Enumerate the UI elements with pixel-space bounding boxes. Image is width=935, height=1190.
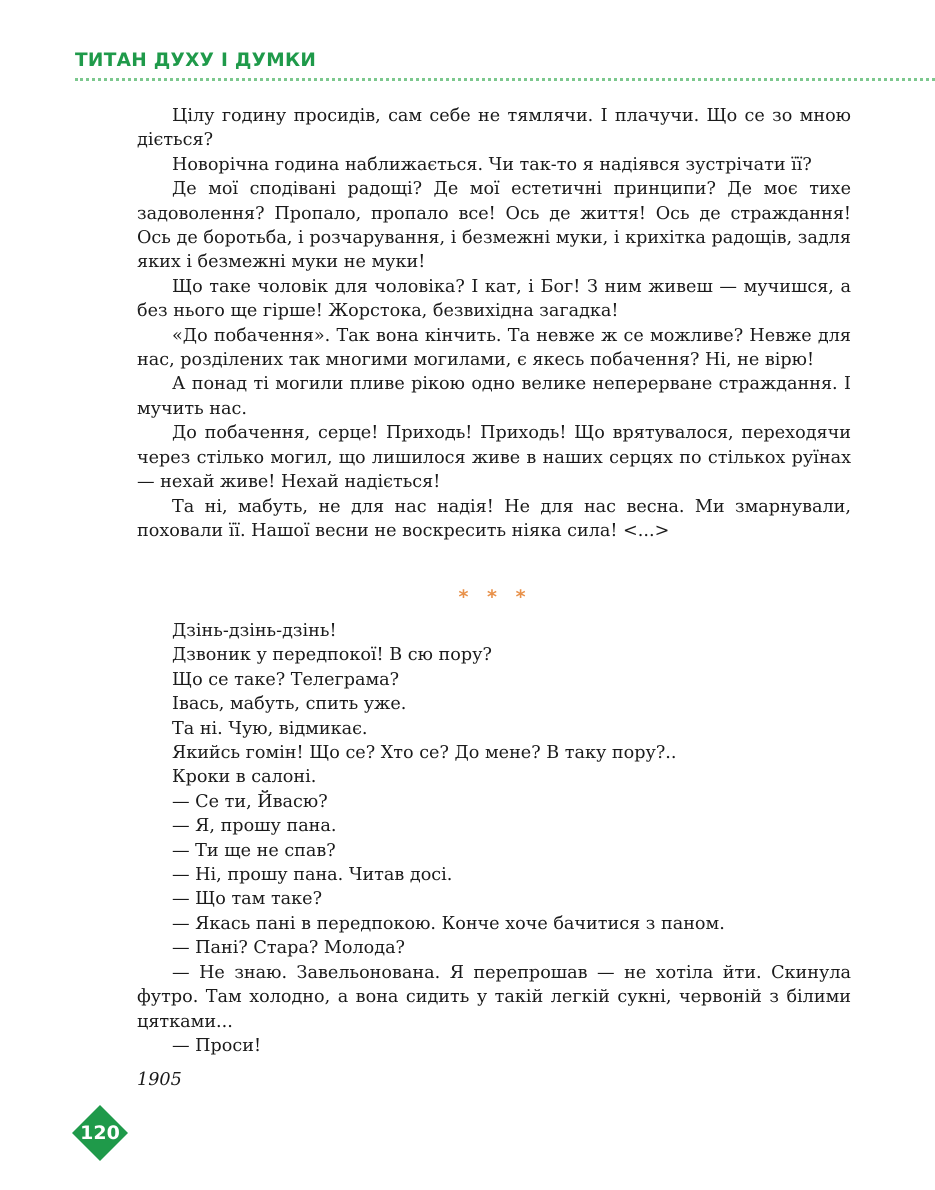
page-number: 120 [80,1122,120,1144]
dialogue-line: — Ні, прошу пана. Читав досі. [172,865,453,886]
paragraph: Та ні. Чую, відмикає. [172,718,368,739]
dialogue-line: — Ти ще не спав? [172,840,336,861]
paragraph: А понад ті могили пливе рікою одно велике неперерване страждання. І мучить нас. [137,374,851,419]
paragraph: Кроки в салоні. [172,767,317,788]
text-section-2 [137,619,851,1058]
running-header: ТИТАН ДУХУ І ДУМКИ [75,50,317,71]
dialogue-line: — Пані? Стара? Молода? [172,938,405,959]
section-separator: * * * [458,586,532,608]
paragraph: Дзінь-дзінь-дзінь! [172,621,337,641]
date-signature: 1905 [137,1070,182,1090]
dialogue-line: — Якась пані в передпокою. Конче хоче бачитися з паном. [172,913,725,934]
paragraph: Новорічна година наближається. Чи так-то я надіявся зустрічати її? [172,154,812,175]
paragraph: Якийсь гомін! Що се? Хто се? До мене? В таку пору?.. [172,743,677,764]
paragraph: Що таке чоловік для чоловіка? І кат, і Бог! З ним живеш — мучишся, а без нього ще гірше! Жорстока, безвихідна загадка! [137,276,851,322]
dialogue-line: — Що там таке? [172,889,323,910]
paragraph: До побачення, серце! Приходь! Приходь! Що врятувалося, переходячи через стілько могил, що лишилося живе в наших серцях по стількох руїнах — нехай живе! Нехай надіється! [137,423,851,493]
paragraph: Що се таке? Телеграма? [172,669,400,690]
paragraph: Івась, мабуть, спить уже. [172,694,407,715]
paragraph: Та ні, мабуть, не для нас надія! Не для нас весна. Ми змарнували, поховали її. Нашої весни не воскресить ніяка сила! <...> [137,496,851,541]
header-dotted-rule [75,78,935,81]
paragraph: Де мої сподівані радощі? Де мої естетичні принципи? Де моє тихе задоволення? Пропало, пропало все! Ось де життя! Ось де страждання! Ось де боротьба, і розчарування, і безмежні муки, і крихітка радощів, задля яких і безмежні муки не муки! [137,179,851,273]
dialogue-line: — Се ти, Йвасю? [172,791,328,812]
paragraph: «До побачення». Так вона кінчить. Та невже ж се можливе? Невже для нас, розділених так многими могилами, є якесь побачення? Ні, не вірю! [137,325,851,371]
dialogue-line: — Я, прошу пана. [172,816,337,837]
dialogue-line: — Проси! [172,1035,262,1056]
page-number-badge [71,1104,129,1162]
text-section-1 [137,104,851,543]
paragraph: Дзвоник у передпокої! В сю пору? [172,645,492,666]
dialogue-line: — Не знаю. Завельонована. Я перепрошав — не хотіла йти. Скинула футро. Там холодно, а вона сидить у такій легкій сукні, червоній з білими цятками... [137,962,851,1032]
paragraph: Цілу годину просидів, сам себе не тямлячи. І плачучи. Що се зо мною діється? [137,106,851,151]
